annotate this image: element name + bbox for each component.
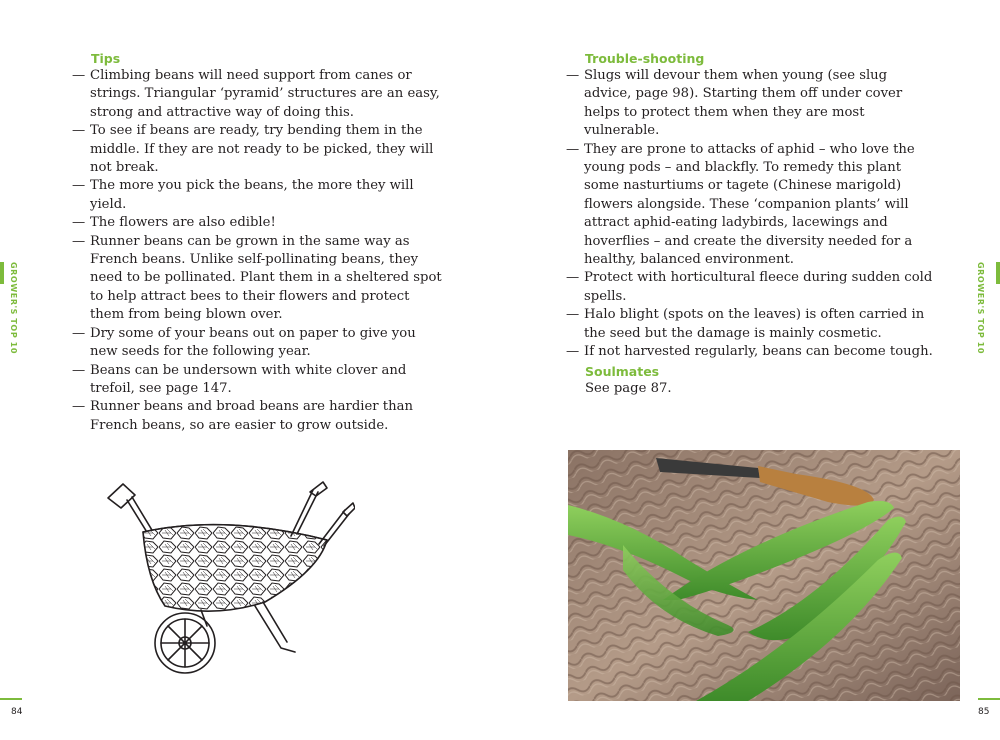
tip-text: To see if beans are ready, try bending them in the middle. If they are not ready to be picked, they will not break.	[90, 123, 434, 176]
dash-glyph: —	[72, 233, 86, 249]
tips-list	[72, 67, 444, 435]
dash-glyph: —	[72, 68, 86, 83]
troubleshooting-text: They are prone to attacks of aphid – who love the young pods – and blackfly. To remedy this plant some nasturtiums or tagete (Chinese marigold) flowers alongside. These ‘companion plants’ will attract aphid-eating ladybirds, lacewings and hoverflies – and create the diversity needed for a healthy, balanced environment.	[584, 141, 915, 268]
list-item	[72, 67, 444, 122]
dash-glyph: —	[566, 344, 580, 360]
right-page	[500, 0, 1000, 740]
list-item	[566, 343, 936, 361]
troubleshooting-list	[566, 67, 936, 362]
list-item	[566, 141, 936, 270]
dash-glyph: —	[72, 362, 86, 378]
list-item	[72, 214, 444, 232]
section-tab-marker	[0, 262, 4, 284]
dash-glyph: —	[72, 215, 86, 231]
list-item	[72, 233, 444, 325]
tip-text: Runner beans can be grown in the same way as French beans. Unlike self-pollinating beans, they need to be pollinated. Plant them in a sheltered spot to help attract bees to their flowers and protect them from being blown over.	[90, 233, 442, 323]
list-item	[72, 325, 444, 362]
list-item	[72, 362, 444, 399]
list-item	[72, 398, 444, 435]
troubleshooting-text: Protect with horticultural fleece during sudden cold spells.	[584, 270, 933, 304]
dash-glyph: —	[566, 141, 580, 157]
footer-rule	[978, 698, 1000, 700]
dash-glyph: —	[72, 325, 86, 341]
page-number: 85	[978, 707, 990, 717]
tip-text: Beans can be undersown with white clover and trefoil, see page 147.	[90, 362, 407, 396]
troubleshooting-heading: Trouble-shooting	[585, 51, 705, 66]
list-item	[566, 67, 936, 141]
runner-beans-photo	[568, 450, 960, 701]
dash-glyph: —	[72, 399, 86, 415]
troubleshooting-text: Halo blight (spots on the leaves) is often carried in the seed but the damage is mainly cosmetic.	[584, 307, 925, 341]
tip-text: The more you pick the beans, the more they will yield.	[90, 178, 414, 212]
dash-glyph: —	[72, 178, 86, 194]
dash-glyph: —	[566, 68, 580, 83]
wheelbarrow-illustration	[105, 470, 355, 690]
dash-glyph: —	[566, 307, 580, 323]
tip-text: Dry some of your beans out on paper to give you new seeds for the following year.	[90, 325, 416, 360]
tip-text: Climbing beans will need support from canes or strings. Triangular ‘pyramid’ structures are an easy, strong and attractive way of doing this.	[90, 68, 440, 120]
list-item	[566, 306, 936, 343]
tips-heading: Tips	[91, 51, 121, 66]
section-side-label: GROWER'S TOP 10	[976, 262, 985, 355]
footer-rule	[0, 698, 22, 700]
section-side-label: GROWER'S TOP 10	[9, 262, 18, 355]
dash-glyph: —	[566, 270, 580, 286]
page-number: 84	[11, 707, 23, 717]
tip-text: Runner beans and broad beans are hardier than French beans, so are easier to grow outside.	[90, 399, 413, 433]
list-item	[566, 269, 936, 306]
soulmates-heading: Soulmates	[585, 364, 660, 379]
section-tab-marker	[996, 262, 1000, 284]
dash-glyph: —	[72, 123, 86, 139]
troubleshooting-text: If not harvested regularly, beans can become tough.	[584, 344, 933, 360]
troubleshooting-text: Slugs will devour them when young (see slug advice, page 98). Starting them off under cover helps to protect them when they are most vulnerable.	[584, 68, 903, 139]
soulmates-text: See page 87.	[585, 381, 672, 396]
list-item	[72, 122, 444, 177]
tip-text: The flowers are also edible!	[90, 215, 276, 231]
list-item	[72, 177, 444, 214]
